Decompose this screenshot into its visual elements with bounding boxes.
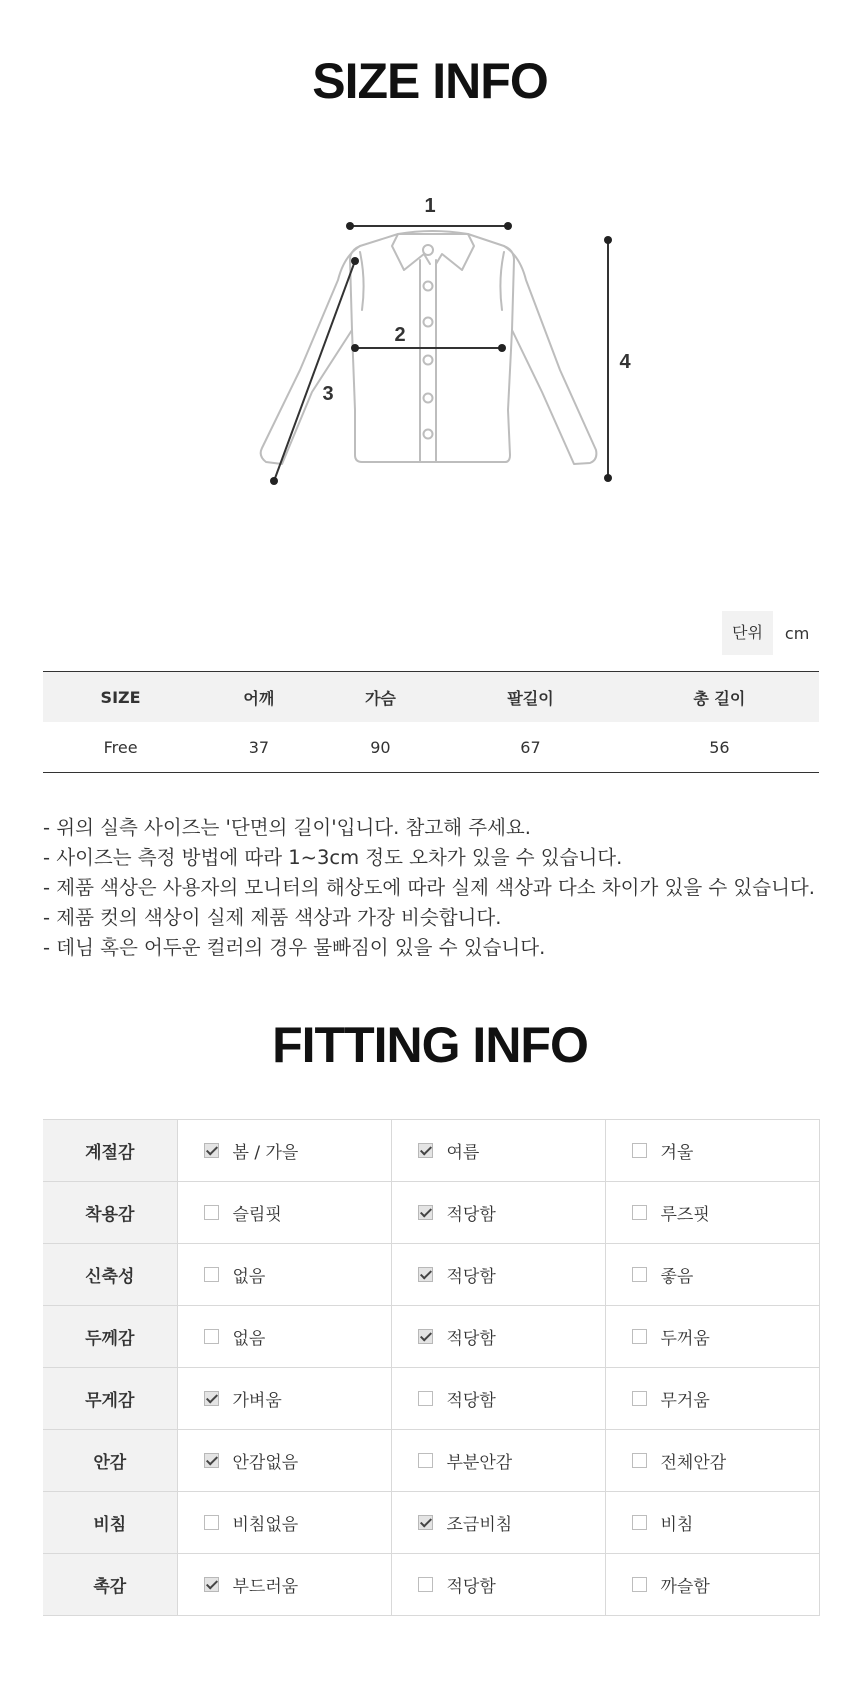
fitting-option: [605, 1306, 819, 1368]
fitting-option: [177, 1430, 391, 1492]
unchecked-checkbox-icon: [204, 1515, 219, 1530]
checked-checkbox-icon: [418, 1267, 433, 1282]
measure-label-1: 1: [424, 195, 436, 217]
table-row: [43, 1430, 819, 1492]
fitting-option-label: 비침: [660, 1515, 694, 1535]
size-table-header: 총 길이: [620, 672, 819, 723]
note-item: - 제품 컷의 색상이 실제 제품 색상과 가장 비슷합니다.: [43, 906, 502, 929]
size-cell: 37: [248, 737, 270, 757]
size-table: [43, 671, 819, 773]
fitting-option: [605, 1554, 819, 1616]
size-table-header: 가슴: [320, 672, 442, 723]
size-cell: Free: [103, 737, 138, 757]
unchecked-checkbox-icon: [632, 1205, 647, 1220]
fitting-option: [177, 1306, 391, 1368]
fitting-option: [177, 1554, 391, 1616]
fitting-option-label: 적당함: [446, 1329, 496, 1349]
fitting-option-label: 까슬함: [660, 1577, 710, 1597]
fitting-option: [391, 1306, 605, 1368]
note-item: - 데님 혹은 어두운 컬러의 경우 물빠짐이 있을 수 있습니다.: [43, 936, 546, 959]
fitting-option: [605, 1244, 819, 1306]
unchecked-checkbox-icon: [418, 1391, 433, 1406]
fitting-option-label: 부드러움: [232, 1577, 299, 1597]
fitting-option: [391, 1492, 605, 1554]
note-item: - 사이즈는 측정 방법에 따라 1~3cm 정도 오차가 있을 수 있습니다.: [43, 846, 623, 869]
fitting-option: [391, 1430, 605, 1492]
fitting-option-label: 두꺼움: [660, 1329, 710, 1349]
fitting-option-label: 없음: [232, 1329, 266, 1349]
fitting-option-label: 전체안감: [660, 1453, 727, 1473]
measure-lines: [274, 226, 608, 481]
table-row: [43, 722, 819, 773]
unchecked-checkbox-icon: [204, 1329, 219, 1344]
table-row: [43, 1182, 819, 1244]
fitting-option-label: 무거움: [660, 1391, 710, 1411]
checked-checkbox-icon: [204, 1143, 219, 1158]
fitting-option-label: 겨울: [660, 1143, 694, 1163]
fitting-option-label: 안감없음: [232, 1453, 299, 1473]
checked-checkbox-icon: [204, 1577, 219, 1592]
fitting-option: [605, 1492, 819, 1554]
fitting-option: [177, 1492, 391, 1554]
fitting-option-label: 여름: [446, 1143, 480, 1163]
unchecked-checkbox-icon: [204, 1205, 219, 1220]
checked-checkbox-icon: [418, 1205, 433, 1220]
checked-checkbox-icon: [418, 1143, 433, 1158]
unit-value: cm: [784, 623, 810, 643]
table-row: [43, 1554, 819, 1616]
fitting-option-label: 적당함: [446, 1205, 496, 1225]
size-table-header: 어깨: [198, 672, 320, 723]
unchecked-checkbox-icon: [632, 1515, 647, 1530]
fitting-option: [391, 1244, 605, 1306]
fitting-option: [391, 1554, 605, 1616]
fitting-row-label: 무게감: [43, 1368, 177, 1430]
unchecked-checkbox-icon: [632, 1391, 647, 1406]
fitting-option: [391, 1182, 605, 1244]
size-info-title: SIZE INFO: [312, 53, 548, 109]
fitting-option-label: 부분안감: [446, 1453, 513, 1473]
unchecked-checkbox-icon: [204, 1267, 219, 1282]
fitting-row-label: 두께감: [43, 1306, 177, 1368]
fitting-option: [605, 1182, 819, 1244]
table-row: [43, 1120, 819, 1182]
unchecked-checkbox-icon: [632, 1329, 647, 1344]
fitting-option: [605, 1368, 819, 1430]
fitting-row-label: 촉감: [43, 1554, 177, 1616]
fitting-row-label: 비침: [43, 1492, 177, 1554]
fitting-row-label: 신축성: [43, 1244, 177, 1306]
note-item: - 제품 색상은 사용자의 모니터의 해상도에 따라 실제 색상과 다소 차이가 있을 수 있습니다.: [43, 876, 815, 899]
unchecked-checkbox-icon: [418, 1453, 433, 1468]
size-table-header-row: [43, 672, 819, 723]
unchecked-checkbox-icon: [418, 1577, 433, 1592]
fitting-option-label: 없음: [232, 1267, 266, 1287]
fitting-option: [177, 1182, 391, 1244]
unchecked-checkbox-icon: [632, 1577, 647, 1592]
fitting-row-label: 착용감: [43, 1182, 177, 1244]
unit-label: 단위: [722, 611, 773, 655]
checked-checkbox-icon: [418, 1515, 433, 1530]
fitting-option-label: 비침없음: [232, 1515, 299, 1535]
measure-label-4: 4: [619, 351, 631, 373]
fitting-option: [605, 1120, 819, 1182]
size-cell: 90: [370, 737, 391, 757]
size-cell: 56: [709, 737, 730, 757]
measure-label-2: 2: [394, 324, 406, 346]
unchecked-checkbox-icon: [632, 1143, 647, 1158]
fitting-option-label: 가벼움: [232, 1391, 282, 1411]
checked-checkbox-icon: [418, 1329, 433, 1344]
size-table-header: 팔길이: [441, 672, 620, 723]
fitting-option-label: 적당함: [446, 1577, 496, 1597]
fitting-option-label: 좋음: [660, 1267, 694, 1287]
measure-label-3: 3: [322, 383, 334, 405]
fitting-row-label: 계절감: [43, 1120, 177, 1182]
table-row: [43, 1492, 819, 1554]
fitting-option-label: 조금비침: [446, 1515, 513, 1535]
unchecked-checkbox-icon: [632, 1267, 647, 1282]
fitting-option: [391, 1120, 605, 1182]
unit-indicator: [722, 611, 809, 655]
size-cell: 67: [520, 737, 541, 757]
checked-checkbox-icon: [204, 1391, 219, 1406]
measure-sleeve-line: [274, 261, 355, 481]
table-row: [43, 1368, 819, 1430]
size-table-header: SIZE: [43, 672, 198, 723]
table-row: [43, 1306, 819, 1368]
fitting-option-label: 봄 / 가을: [232, 1143, 299, 1163]
fitting-info-title: FITTING INFO: [272, 1017, 588, 1073]
fitting-option-label: 루즈핏: [660, 1205, 710, 1225]
fitting-option: [177, 1120, 391, 1182]
fitting-option-label: 적당함: [446, 1391, 496, 1411]
fitting-option-label: 적당함: [446, 1267, 496, 1287]
fitting-option-label: 슬림핏: [232, 1205, 282, 1225]
shirt-measurement-diagram: [0, 180, 860, 520]
checked-checkbox-icon: [204, 1453, 219, 1468]
fitting-option: [605, 1430, 819, 1492]
shirt-buttons: [423, 245, 433, 439]
table-row: [43, 1244, 819, 1306]
note-item: - 위의 실측 사이즈는 '단면의 길이'입니다. 참고해 주세요.: [43, 816, 531, 839]
fitting-row-label: 안감: [43, 1430, 177, 1492]
fitting-option: [391, 1368, 605, 1430]
fitting-table: [43, 1119, 820, 1616]
unchecked-checkbox-icon: [632, 1453, 647, 1468]
size-notes: [43, 813, 843, 963]
fitting-option: [177, 1368, 391, 1430]
fitting-option: [177, 1244, 391, 1306]
